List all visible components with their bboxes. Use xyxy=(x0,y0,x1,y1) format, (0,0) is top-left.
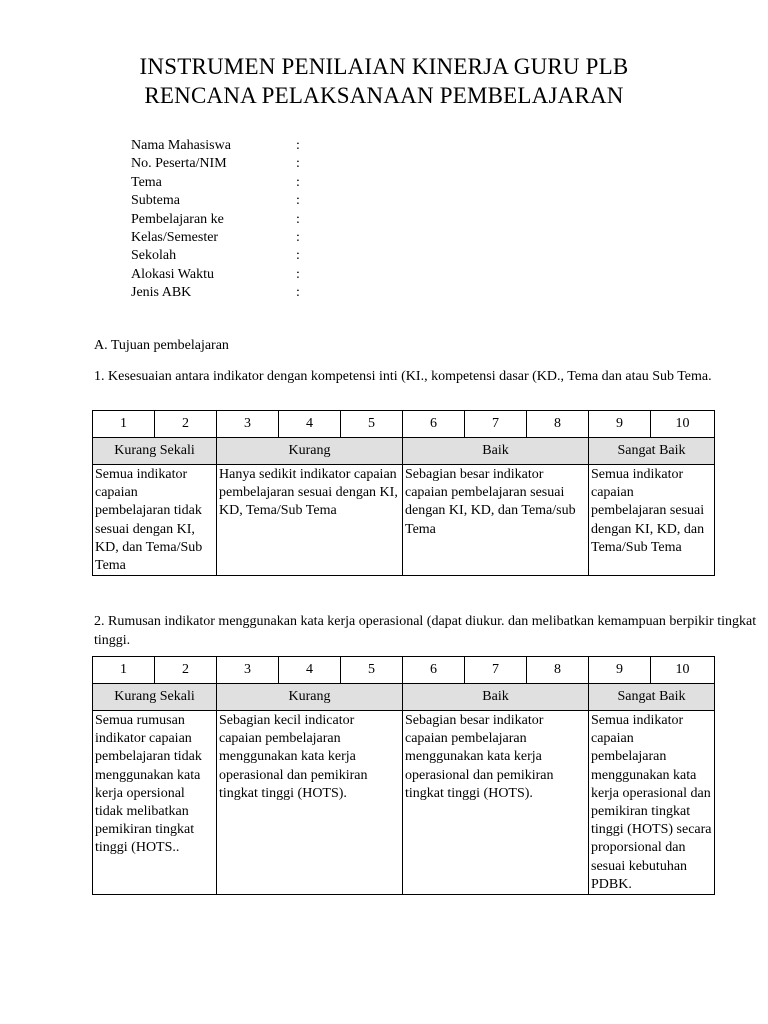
score-cell: 1 xyxy=(93,411,155,438)
category-sangat-baik: Sangat Baik xyxy=(589,438,715,465)
score-cell: 4 xyxy=(279,411,341,438)
score-cell: 7 xyxy=(465,411,527,438)
identity-colon: : xyxy=(296,138,300,153)
score-cell: 8 xyxy=(527,411,589,438)
score-cell: 6 xyxy=(403,411,465,438)
document-title-line-2: RENCANA PELAKSANAAN PEMBELAJARAN xyxy=(144,83,624,108)
category-kurang: Kurang xyxy=(217,438,403,465)
description-row xyxy=(93,711,715,895)
identity-label: Nama Mahasiswa xyxy=(131,138,231,153)
score-cell: 3 xyxy=(217,657,279,684)
category-kurang: Kurang xyxy=(217,684,403,711)
identity-label: Jenis ABK xyxy=(131,285,192,301)
criterion-1-text: 1. Kesesuaian antara indikator dengan kompetensi inti (KI., kompetensi dasar (KD., Tema dan atau Sub Tema. xyxy=(94,369,712,384)
score-cell: 10 xyxy=(651,411,715,438)
identity-row-kelas-semester xyxy=(131,229,300,247)
category-baik: Baik xyxy=(403,684,589,711)
identity-label: Tema xyxy=(131,174,162,190)
identity-colon: : xyxy=(296,285,300,301)
score-cell: 10 xyxy=(651,657,715,684)
category-kurang-sekali: Kurang Sekali xyxy=(93,438,217,465)
identity-label: Pembelajaran ke xyxy=(131,211,224,227)
description-row xyxy=(93,465,715,576)
score-cell: 9 xyxy=(589,411,651,438)
criterion-2-text: 2. Rumusan indikator menggunakan kata kerja operasional (dapat diukur. dan melibatkan kemampuan berpikir tingkat tinggi. xyxy=(94,614,757,648)
category-row xyxy=(93,438,715,465)
identity-label: No. Peserta/NIM xyxy=(131,156,227,172)
category-baik: Baik xyxy=(403,438,589,465)
identity-row-sekolah xyxy=(131,247,300,265)
identity-colon: : xyxy=(296,211,300,227)
description-kurang: Hanya sedikit indikator capaian pembelajaran sesuai dengan KI, KD, Tema/Sub Tema xyxy=(217,465,403,576)
identity-label: Sekolah xyxy=(131,248,177,264)
score-cell: 6 xyxy=(403,657,465,684)
score-cell: 5 xyxy=(341,657,403,684)
description-kurang: Sebagian kecil indicator capaian pembelajaran menggunakan kata kerja operasional dan pemikiran tingkat tinggi (HOTS). xyxy=(217,711,403,895)
score-cell: 1 xyxy=(93,657,155,684)
identity-label: Subtema xyxy=(131,193,180,209)
category-kurang-sekali: Kurang Sekali xyxy=(93,684,217,711)
score-cell: 4 xyxy=(279,657,341,684)
identity-label: Kelas/Semester xyxy=(131,229,219,245)
identity-row-alokasi-waktu xyxy=(131,266,300,284)
score-cell: 2 xyxy=(155,657,217,684)
description-sangat-baik: Semua indikator capaian pembelajaran sesuai dengan KI, KD, dan Tema/Sub Tema xyxy=(589,465,715,576)
identity-colon: : xyxy=(296,193,300,209)
document-title-line-1: INSTRUMEN PENILAIAN KINERJA GURU PLB xyxy=(139,54,629,79)
identity-colon: : xyxy=(296,266,300,282)
rubric-table-2 xyxy=(92,656,715,895)
score-row xyxy=(93,657,715,684)
identity-colon: : xyxy=(296,174,300,190)
score-cell: 8 xyxy=(527,657,589,684)
identity-row-tema xyxy=(131,174,300,192)
score-cell: 7 xyxy=(465,657,527,684)
section-heading: A. Tujuan pembelajaran xyxy=(94,338,229,353)
score-cell: 5 xyxy=(341,411,403,438)
score-cell: 2 xyxy=(155,411,217,438)
category-sangat-baik: Sangat Baik xyxy=(589,684,715,711)
identity-colon: : xyxy=(296,229,300,245)
identity-colon: : xyxy=(296,156,300,172)
description-baik: Sebagian besar indikator capaian pembelajaran menggunakan kata kerja operasional dan pemikiran tingkat tinggi (HOTS). xyxy=(403,711,589,895)
description-baik: Sebagian besar indikator capaian pembelajaran sesuai dengan KI, KD, dan Tema/sub Tema xyxy=(403,465,589,576)
identity-row-nim xyxy=(131,155,300,173)
identity-row-pembelajaran-ke xyxy=(131,211,300,229)
identity-label: Alokasi Waktu xyxy=(131,266,214,282)
description-sangat-baik: Semua indikator capaian pembelajaran menggunakan kata kerja operasional dan pemikiran tingkat tinggi (HOTS) secara proporsional dan sesuai kebutuhan PDBK. xyxy=(589,711,715,895)
identity-row-jenis-abk xyxy=(131,284,300,302)
identity-fields xyxy=(131,137,300,303)
description-kurang-sekali: Semua rumusan indikator capaian pembelajaran tidak menggunakan kata kerja opersional tidak melibatkan pemikiran tingkat tinggi (HOTS.. xyxy=(93,711,217,895)
identity-row-nama-mahasiswa xyxy=(131,137,300,155)
identity-colon: : xyxy=(296,248,300,264)
score-cell: 3 xyxy=(217,411,279,438)
identity-row-subtema xyxy=(131,192,300,210)
description-kurang-sekali: Semua indikator capaian pembelajaran tidak sesuai dengan KI, KD, dan Tema/Sub Tema xyxy=(93,465,217,576)
score-row xyxy=(93,411,715,438)
category-row xyxy=(93,684,715,711)
rubric-table-1 xyxy=(92,410,715,576)
score-cell: 9 xyxy=(589,657,651,684)
